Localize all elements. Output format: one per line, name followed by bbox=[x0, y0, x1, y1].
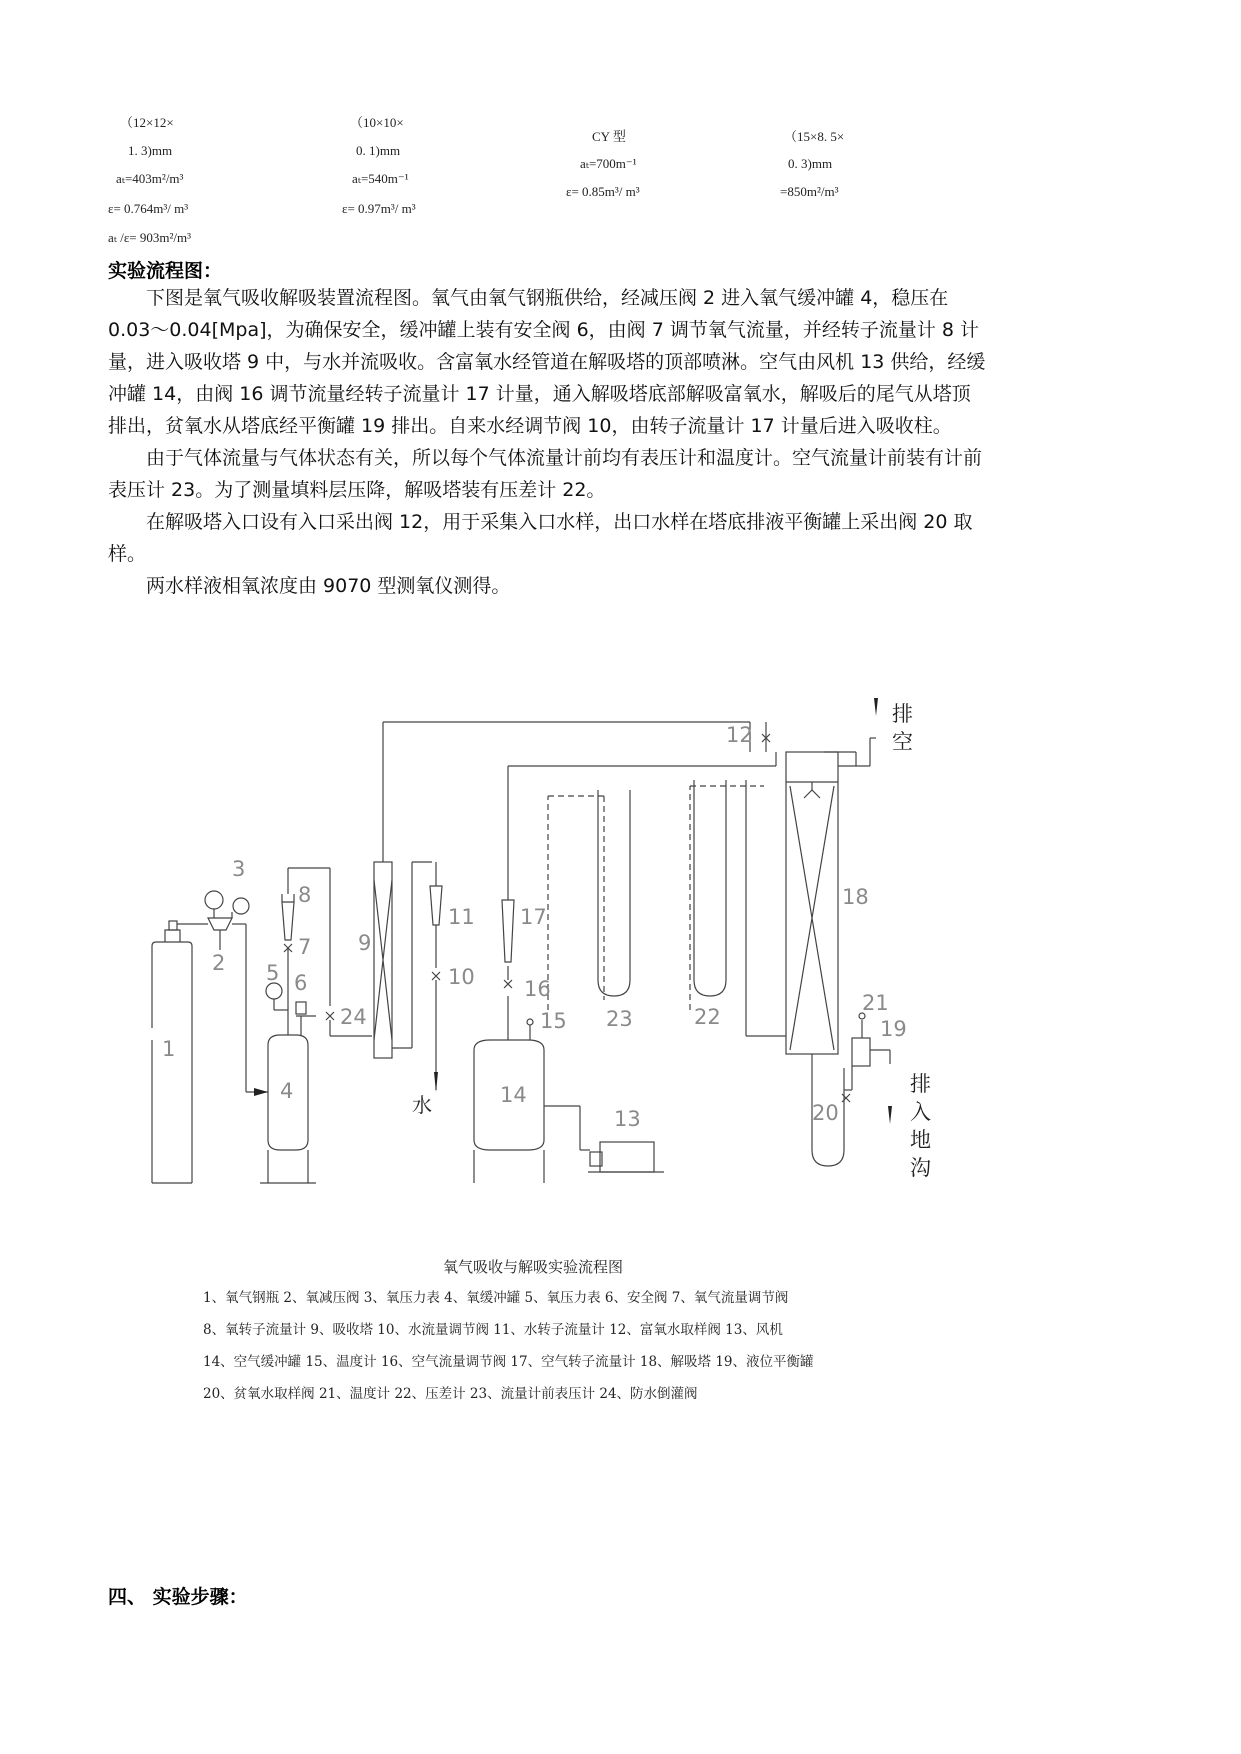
legend-line: 1、氧气钢瓶 2、氧减压阀 3、氧压力表 4、氧缓冲罐 5、氧压力表 6、安全阀 7、氧气流量调节阀 bbox=[203, 1290, 789, 1306]
label-4: 4 bbox=[280, 1079, 294, 1103]
spec-line: aₜ=700m⁻¹ bbox=[580, 156, 637, 171]
label-19: 19 bbox=[880, 1017, 907, 1041]
legend-line: 8、氧转子流量计 9、吸收塔 10、水流量调节阀 11、水转子流量计 12、富氧水取样阀 13、风机 bbox=[203, 1322, 783, 1338]
label-6: 6 bbox=[294, 971, 308, 995]
inlet-arrow bbox=[254, 1088, 268, 1096]
legend-line: 14、空气缓冲罐 15、温度计 16、空气流量调节阀 17、空气转子流量计 18、解吸塔 19、液位平衡罐 bbox=[203, 1354, 814, 1370]
label-20: 20 bbox=[812, 1101, 839, 1125]
spec-line: ε= 0.97m³/ m³ bbox=[342, 201, 416, 216]
water-flowmeter bbox=[430, 862, 442, 1090]
spec-line: ε= 0.85m³/ m³ bbox=[566, 184, 640, 199]
spec-line: 1. 3)mm bbox=[128, 143, 173, 158]
vent-label: 排空 bbox=[892, 702, 913, 754]
spec-line: 0. 1)mm bbox=[356, 143, 401, 158]
label-22: 22 bbox=[694, 1005, 721, 1029]
section-title-flowchart: 实验流程图： bbox=[108, 260, 223, 282]
drain-arrow bbox=[888, 1106, 892, 1124]
label-5: 5 bbox=[266, 961, 280, 985]
water-inlet-label: 水 bbox=[412, 1093, 432, 1117]
water-arrow bbox=[434, 1072, 438, 1092]
figure-caption: 氧气吸收与解吸实验流程图 bbox=[443, 1258, 624, 1276]
label-21: 21 bbox=[862, 991, 889, 1015]
label-17: 17 bbox=[520, 905, 547, 929]
spec-line: ε= 0.764m³/ m³ bbox=[108, 201, 189, 216]
legend-line: 20、贫氧水取样阀 21、温度计 22、压差计 23、流量计前表压计 24、防水倒灌阀 bbox=[203, 1386, 698, 1402]
label-18: 18 bbox=[842, 885, 869, 909]
label-12: 12 bbox=[726, 723, 753, 747]
vent-pipe bbox=[870, 738, 876, 752]
drain-label: 排入地沟 bbox=[910, 1072, 931, 1180]
label-11: 11 bbox=[448, 905, 475, 929]
spec-line: aₜ=540m⁻¹ bbox=[352, 171, 409, 186]
rich-water-sample-valve bbox=[762, 722, 770, 752]
spec-line: （10×10× bbox=[350, 115, 404, 130]
label-13: 13 bbox=[614, 1107, 641, 1131]
air-flowmeter bbox=[502, 752, 776, 988]
spec-line: （12×12× bbox=[120, 115, 174, 130]
label-7: 7 bbox=[298, 935, 312, 959]
label-16: 16 bbox=[524, 977, 551, 1001]
flow-arrows bbox=[254, 698, 892, 1124]
manometers bbox=[548, 786, 764, 1010]
label-8: 8 bbox=[298, 883, 312, 907]
label-10: 10 bbox=[448, 965, 475, 989]
label-15: 15 bbox=[540, 1009, 567, 1033]
spec-line: aₜ /ε= 903m²/m³ bbox=[108, 230, 192, 245]
section-title-steps: 四、 实验步骤： bbox=[108, 1586, 248, 1608]
label-24: 24 bbox=[340, 1005, 367, 1029]
spec-line: aₜ=403m²/m³ bbox=[116, 171, 184, 186]
spec-line: CY 型 bbox=[592, 129, 626, 144]
label-14: 14 bbox=[500, 1083, 527, 1107]
label-3: 3 bbox=[232, 857, 246, 881]
paragraph: 在解吸塔入口设有入口采出阀 12，用于采集入口水样，出口水样在塔底排液平衡罐上采出阀 20 取样。 bbox=[108, 511, 973, 565]
spec-line: （15×8. 5× bbox=[784, 129, 845, 144]
vent-arrow bbox=[874, 698, 878, 716]
label-1: 1 bbox=[162, 1037, 176, 1061]
spec-line: =850m²/m³ bbox=[780, 184, 839, 199]
paragraph: 两水样液相氧浓度由 9070 型测氧仪测得。 bbox=[146, 575, 511, 597]
balance-tank bbox=[812, 1013, 890, 1166]
pressure-reducer bbox=[177, 891, 268, 1092]
spec-line: 0. 3)mm bbox=[788, 156, 833, 171]
label-23: 23 bbox=[606, 1007, 633, 1031]
diagram-drawing bbox=[152, 722, 890, 1183]
paragraph: 由于气体流量与气体状态有关，所以每个气体流量计前均有表压计和温度计。空气流量计前装有计前表压计 23。为了测量填料层压降，解吸塔装有压差计 22。 bbox=[108, 447, 983, 501]
paragraph: 下图是氧气吸收解吸装置流程图。氧气由氧气钢瓶供给，经减压阀 2 进入氧气缓冲罐 4，稳压在 0.03～0.04[Mpa]，为确保安全，缓冲罐上装有安全阀 6，由阀 7 调节氧气流量，并经转子流量计 8 计量，进入吸收塔 9 中，与水并流吸收。含富氧水经管道在解吸塔的顶部喷淋。空气由风机 13 供给，经缓冲罐 14，由阀 16 调节流量经转子流量计 17 计量，通入解吸塔底部解吸富氧水，解吸后的尾气从塔顶排出，贫氧水从塔底经平衡罐 19 排出。自来水经调节阀 10，由转子流量计 17 计量后进入吸收柱。 bbox=[108, 287, 986, 437]
equipment-labels bbox=[162, 723, 907, 1131]
manometer-tubes bbox=[598, 780, 786, 1036]
label-2: 2 bbox=[212, 951, 226, 975]
label-9: 9 bbox=[358, 931, 372, 955]
